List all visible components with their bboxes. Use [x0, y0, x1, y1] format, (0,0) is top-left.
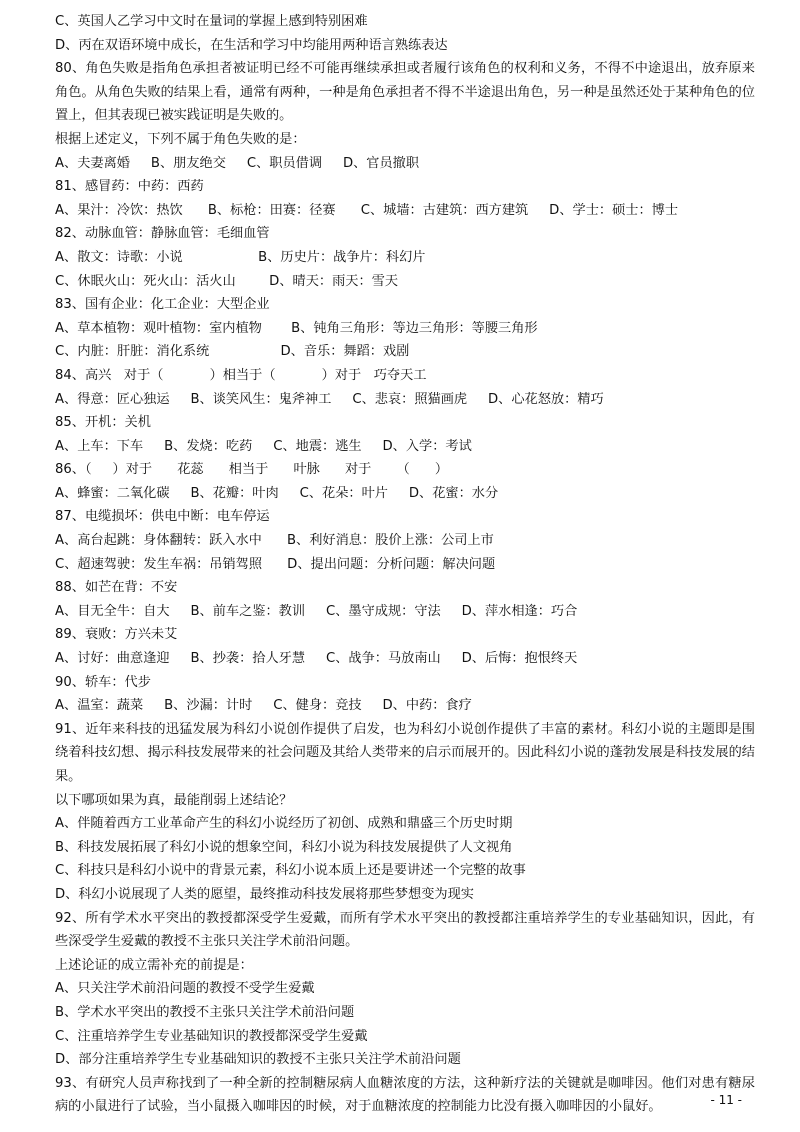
question-81-options: A、果汁：冷饮：热饮 B、标枪：田赛：径赛 C、城墙：古建筑：西方建筑 D、学士：硕士：博士	[55, 202, 679, 218]
question-88-options: A、目无全牛：自大 B、前车之鉴：教训 C、墨守成规：守法 D、萍水相逢：巧合	[55, 603, 578, 619]
question-84-stem: 84、高兴 对于（ ）相当于（ ）对于 巧夺天工	[55, 367, 427, 383]
question-84-options: A、得意：匠心独运 B、谈笑风生：鬼斧神工 C、悲哀：照猫画虎 D、心花怒放：精巧	[55, 391, 604, 407]
question-91-prompt: 以下哪项如果为真，最能削弱上述结论？	[55, 792, 293, 808]
question-80-options: A、夫妻离婚 B、朋友绝交 C、职员借调 D、官员撤职	[55, 155, 420, 171]
question-82-stem: 82、动脉血管：静脉血管：毛细血管	[55, 226, 270, 242]
option-c-79: C、英国人乙学习中文时在量词的掌握上感到特别困难	[55, 14, 368, 29]
question-88-stem: 88、如芒在背：不安	[55, 580, 178, 596]
question-92-option-a: A、只关注学术前沿问题的教授不受学生爱戴	[55, 981, 315, 997]
question-87-options-ab: A、高台起跳：身体翻转：跃入水中 B、利好消息：股价上涨：公司上市	[55, 533, 494, 549]
question-91-option-c: C、科技只是科幻小说中的背景元素，科幻小说本质上还是要讲述一个完整的故事	[55, 863, 526, 879]
question-90-options: A、温室：蔬菜 B、沙漏：计时 C、健身：竞技 D、中药：食疗	[55, 698, 472, 714]
question-82-options-cd: C、休眠火山：死火山：活火山 D、晴天：雨天：雪天	[55, 273, 399, 289]
question-86-stem: 86、（ ）对于 花蕊 相当于 叶脉 对于 （ ）	[55, 462, 449, 478]
question-91-option-d: D、科幻小说展现了人类的愿望，最终推动科技发展将那些梦想变为现实	[55, 886, 474, 902]
question-92-option-b: B、学术水平突出的教授不主张只关注学术前沿问题	[55, 1004, 355, 1020]
question-85-options: A、上车：下车 B、发烧：吃药 C、地震：逃生 D、入学：考试	[55, 438, 472, 454]
question-86-options: A、蜂蜜：二氧化碳 B、花瓣：叶肉 C、花朵：叶片 D、花蜜：水分	[55, 485, 499, 501]
question-83-stem: 83、国有企业：化工企业：大型企业	[55, 297, 270, 313]
question-80-stem: 80、角色失败是指角色承担者被证明已经不可能再继续承担或者履行该角色的权利和义务，不得不中途退出，放弃原来角色。从角色失败的结果上看，通常有两种，一种是角色承担者不得不半途退出角色，另一种是虽然还处于某种角色的位置上，但其表现已被实践证明是失败的。	[55, 61, 755, 124]
document-page	[55, 10, 755, 1119]
question-85-stem: 85、开机：关机	[55, 415, 151, 431]
question-83-options-ab: A、草本植物：观叶植物：室内植物 B、钝角三角形：等边三角形：等腰三角形	[55, 320, 538, 336]
page-number: - 11 -	[710, 1093, 742, 1107]
question-92-prompt: 上述论证的成立需补充的前提是：	[55, 957, 253, 973]
question-81-stem: 81、感冒药：中药：西药	[55, 179, 204, 195]
question-92-option-d: D、部分注重培养学生专业基础知识的教授不主张只关注学术前沿问题	[55, 1052, 461, 1068]
question-89-stem: 89、衰败：方兴未艾	[55, 627, 178, 643]
question-82-options-ab: A、散文：诗歌：小说 B、历史片：战争片：科幻片	[55, 249, 426, 265]
question-80-prompt: 根据上述定义，下列不属于角色失败的是：	[55, 131, 306, 147]
question-93-stem: 93、有研究人员声称找到了一种全新的控制糖尿病人血糖浓度的方法，这种新疗法的关键就是咖啡因。他们对患有糖尿病的小鼠进行了试验，当小鼠摄入咖啡因的时候，对于血糖浓度的控制能力比没有摄入咖啡因的小鼠好。	[55, 1075, 755, 1115]
question-89-options: A、讨好：曲意逢迎 B、抄袭：拾人牙慧 C、战争：马放南山 D、后悔：抱恨终天	[55, 651, 578, 667]
option-d-79: D、丙在双语环境中成长，在生活和学习中均能用两种语言熟练表达	[55, 37, 448, 53]
question-87-options-cd: C、超速驾驶：发生车祸：吊销驾照 D、提出问题：分析问题：解决问题	[55, 556, 496, 572]
question-92-option-c: C、注重培养学生专业基础知识的教授都深受学生爱戴	[55, 1028, 368, 1044]
question-83-options-cd: C、内脏：肝脏：消化系统 D、音乐：舞蹈：戏剧	[55, 344, 410, 360]
question-87-stem: 87、电缆损坏：供电中断：电车停运	[55, 509, 270, 525]
question-90-stem: 90、轿车：代步	[55, 674, 151, 690]
question-92-stem: 92、所有学术水平突出的教授都深受学生爱戴，而所有学术水平突出的教授都注重培养学生的专业基础知识，因此，有些深受学生爱戴的教授不主张只关注学术前沿问题。	[55, 910, 755, 950]
question-91-option-b: B、科技发展拓展了科幻小说的想象空间，科幻小说为科技发展提供了人文视角	[55, 839, 513, 855]
question-91-stem: 91、近年来科技的迅猛发展为科幻小说创作提供了启发，也为科幻小说创作提供了丰富的素材。科幻小说的主题即是围绕着科技幻想、揭示科技发展带来的社会问题及其给人类带来的启示而展开的。因此科幻小说的蓬勃发展是科技发展的结果。	[55, 721, 755, 784]
question-91-option-a: A、伴随着西方工业革命产生的科幻小说经历了初创、成熟和鼎盛三个历史时期	[55, 816, 513, 832]
